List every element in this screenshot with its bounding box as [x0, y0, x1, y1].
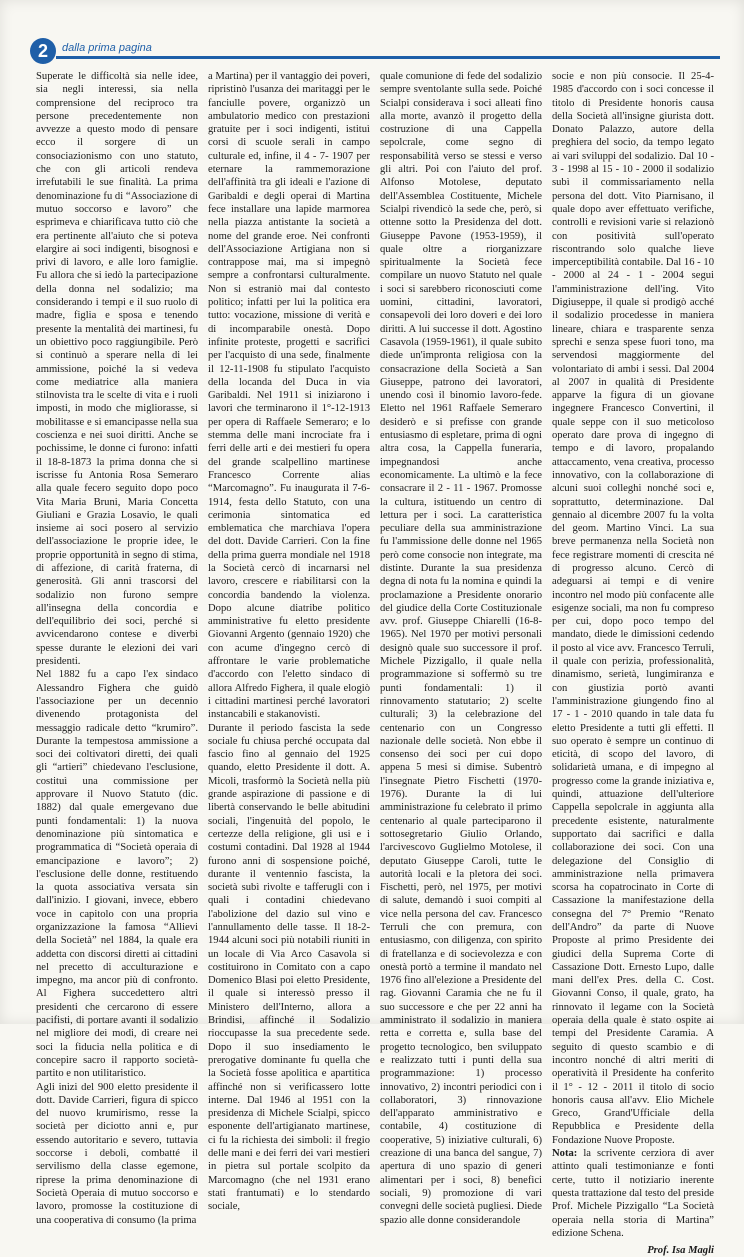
- header-rule: [56, 56, 720, 59]
- paragraph: a Martina) per il vantaggio dei poveri, ripristinò l'usanza dei maritaggi per le fanciulle povere, organizzò un ambulatorio medico con prestazioni gratuite per i soci indigenti, istituì corsi di scuole serali in campo culturale ed, infine, il 4 - 7- 1907 per eternare la rammemorazione dell'affinità tra gli ideali e l'azione di Garibaldi e degli operai di Martina fece installare una lapide marmorea nella piazza antistante la società a nome del grande eroe. Nei confronti dell'Associazione Artigiana non si contrappose mai, ma si impegnò sempre a confrontarsi culturalmente. Non si estraniò mai dal contesto politico; infatti per lui la politica era tutto: vocazione, missione di verità e di incomparabile onestà. Dopo infinite proteste, progetti e sacrifici per l'acquisto di una sede, finalmente il 12-11-1908 fu stipulato l'acquisto della locanda del Duca in via Garibaldi. Nel 1911 si iniziarono i lavori che terminarono il 1°-12-1913 per opera di Raffaele Semeraro; e lo stemma delle mani incrociate fra i ferri delle arti e dei mestieri fu opera del grande scalpellino martinese Francesco Corrente alias “Marcomagno”. Fu inaugurata il 7-6-1914, festa dello Statuto, con una cerimonia sintomatica ed emblematica che marchiava l'opera del dott. Davide Carrieri. Con la fine della prima guerra mondiale nel 1918 la Società cercò di incarnarsi nel lavoro, crescere e riabilitarsi con la concordia bandendo la violenza. Dopo alcune diatribe politico amministrative fu eletto presidente Giovanni Argento (gennaio 1920) che con acume d'ingegno cercò di affrontare le varie problematiche d'accordo con l'eletto sindaco di allora Alfredo Fighera, il quale elogiò i cittadini martinesi perché lavoratori instancabili e stakanovisti.: [208, 71, 370, 721]
- article-column-1: [36, 70, 198, 1226]
- page-number-badge: 2: [30, 38, 56, 64]
- section-label: dalla prima pagina: [62, 42, 152, 54]
- article-body: [36, 70, 716, 1257]
- paragraph: socie e non più consocie. Il 25-4-1985 d'accordo con i soci concesse il titolo di Presidente honoris causa della Società all'insigne giurista dott. Donato Palazzo, autore della preghiera del socio, da tempo legato ai vari sviluppi del sodalizio. Dal 10 - 3 - 1998 al 15 - 10 - 2000 il sodalizio subì il commissariamento nella persona del dott. Vito Piarnisano, il quale dopo aver effettuato verifiche, controlli e revisioni varie si relazionò con positività sull'operato riscontrando solo qualche lieve imperceptibilità contabile. Dal 16 - 10 - 2000 al 24 - 1 - 2004 segui l'amministrazione dell'ing. Vito Digiuseppe, il quale si prodigò acché il sodalizio procedesse in maniera lineare, chiara e trasparente senza sprechi e senza spese fuori tono, ma servendosi maggiormente del volontariato di ambi i sessi. Dal 2004 al 2007 in qualità di Presidente apparve la figura di un giovane ingegnere Francesco Convertini, il quale seppe con il suo meticoloso operato dare prova di ingegno di tempo e di lavoro, propalando attaccamento, vena creativa, processo innovativo, con la collaborazione di alcuni suoi colleghi nonché soci e, soprattutto, determinazione. Dal gennaio al dicembre 2007 fu la volta del geom. Martino Vinci. La sua breve permanenza nella Società non fece registrare momenti di crescita né di progresso alcuno. Cercò di adeguarsi ai tempi e di venire incontro nel modo più confacente alle esigenze sociali, ma non fu compreso per cui, dopo poco tempo del mandato, diede le dimissioni cedendo il posto al vice avv. Francesco Terruli, il quale con perizia, professionalità, dinamismo, serietà, lungimiranza e con giustizia portò avanti l'amministrazione giungendo fino al 17 - 1 - 2010 quando in tale data fu eletto Presidente a tutti gli effetti. Il suo operato è sempre un continuo di eticità, di scopo del lavoro, di solidarietà umana, e di impegno al progresso come la grande iniziativa e, quindi, attuazione dell'ulteriore Cappella sepolcrale in aggiunta alla precedente esistente, naturalmente supportato dai sacrifici e dalla collaborazione dei soci. Con una delegazione del Consiglio di amministrazione nella primavera scorsa ha copatrocinato in Corte di Cassazione la manifestazione della consegna del 7° Premio “Renato dell'Andro” da parte di Nuove Proposte al primo Presidente dei giudici della Suprema Corte di Cassazione Dott. Ernesto Lupo, dalle mani dell'ex Pres. della C. Cost. Giovanni Conso, il quale, grato, ha rinnovato il legame con la Società operaia della quale è stato ospite ai tempi del Presidente Caramia. A seguito di questo scambio e di incontro nonché di altri meriti di operatività il Presidente ha conferito il 1° - 12 - 2011 il titolo di socio honoris causa all'avv. Elio Michele Greco, Grand'Ufficiale della Repubblica e Presidente della Fondazione Nuove Proposte.: [552, 71, 714, 1146]
- author-signature: Prof. Isa Magli: [647, 1245, 714, 1257]
- paragraph: Agli inizi del 900 eletto presidente il dott. Davide Carrieri, figura di spicco del nuovo krumirismo, resse la società per diciotto anni e, pur essendo autoritario e severo, tuttavia soccorse i deboli, combatté il servilismo della classe egemone, riprese la prima denominazione di Società Operaia di mutuo soccorso e lavoro, promosse la costituzione di una cooperativa di consumo (la prima: [36, 1081, 198, 1226]
- paragraph: Nel 1882 fu a capo l'ex sindaco Alessandro Fighera che guidò l'associazione per un decennio divenendo protagonista del messaggio radicale detto “krumiro”. Durante la tempestosa ammissione a soci dei coltivatori diretti, dei quali gli “artieri” chiedevano l'esclusione, costituì una commissione per approvare il Nuovo Statuto (dic. 1882) dal quale emergevano due punti fondamentali: 1) la nuova denominazione più sintomatica e programmatica di “Società operaia di emancipazione e lavoro”; 2) l'esclusione delle donne, restituendo la quota associativa versata sin dall'inizio. I giovani, invece, ebbero voce in capitolo con una propria organizzazione la famosa “Allievi della Società” nel 1884, la quale era addetta con discorsi diretti ai cittadini nel precetto di acculturazione e impegno, ma ancor più di confronto. Al Fighera succedettero altri presidenti che cercarono di essere pacifisti, di portare avanti il sodalizio nel migliore dei modi, di creare nei soci la fiducia nella politica e di concepire sacro il rapporto società-partito e non utilitaristico.: [36, 669, 198, 1080]
- note: [552, 1147, 714, 1240]
- note-label: Nota:: [552, 1148, 578, 1160]
- paragraph: quale comunione di fede del sodalizio sempre sventolante sulla sede. Poiché Scialpi considerava i soci alleati fino alla morte, avanzò il progetto della costruzione di una Cappella sepolcrale, come segno di responsabilità verso se stessi e verso gli altri. Poi con l'aiuto del prof. Alfonso Motolese, deputato dell'Assemblea Costituente, Michele Scialpi rivendicò la sede che, però, si ottenne sotto la Presidenza del dott. Giuseppe Pavone (1953-1959), il quale oltre a riorganizzare spiritualmente la Società fece compilare un nuovo Statuto nel quale i soci si sarebbero riconosciuti come uomini, cittadini, lavoratori, consapevoli dei loro doveri e dei loro diritti. A lui successe il dott. Agostino Casavola (1959-1961), il quale subito diede un'impronta religiosa con la consacrazione della Società a San Giuseppe, patrono dei lavoratori, unendo così il binomio lavoro-fede. Eletto nel 1961 Raffaele Semeraro desiderò e si prefisse con grande entusiasmo di espletare, prima di ogni altra cosa, la Cappella funeraria, impegnandosi anche economicamente. La ultimò e la fece consacrare il 2 - 11 - 1967. Promosse la cultura, istituendo un centro di lettura per i soci. La caratteristica peculiare della sua amministrazione fu l'ammissione delle donne nel 1965 però come consocie non integrate, ma distinte. Durante la sua presidenza degna di nota fu la nomina e quindi la proclamazione a Presidente onorario del giudice della Corte Costituzionale avv. prof. Giuseppe Chiarelli (16-8-1965). Nel 1970 per motivi personali designò quale suo successore il prof. Michele Pizzigallo, il quale nella programmazione si soffermò su tre punti fondamentali: 1) il rinnovamento statutario; 2) scelte culturali; 3) la celebrazione del centenario con un Congresso nazionale delle società. Non ebbe il consenso dei soci per cui dopo appena 5 mesi si dimise. Subentrò l'insegnate Pietro Fischetti (1970-1976). Durante la di lui amministrazione fu celebrato il primo centenario al quale parteciparono il sottosegretario Giulio Orlando, l'arcivescovo Guglielmo Motolese, il deputato Giuseppe Caroli, tutte le autorità locali e la pletora dei soci. Fischetti, però, nel 1975, per motivi di salute, demandò i suoi compiti al vice nella persona del cav. Francesco Terruli che con premura, con entusiasmo, con diligenza, con spirito di fratellanza e di socievolezza e con onestà portò a termine il mandato nel 1976 fino all'elezione a Presidente del rag. Giovanni Caramia che ne fu il suo successore e che per 22 anni ha amministrato il sodalizio in maniera retta e corretta e, sulla base del progetto tecnologico, ben sviluppato e realizzato tutti i punti della sua programmazione: 1) processo innovativo, 2) incontri periodici con i collaboratori, 3) rinnovazione dell'apparato amministrativo e contabile, 4) costituzione di cooperative, 5) iniziative culturali, 6) creazione di una banca del sangue, 7) apertura di uno spazio di generi alimentari per i soci, 8) benefici sociali, 9) promozione di vari convegni delle società pugliesi. Diede spazio alle donne considerandole: [380, 71, 542, 1226]
- paragraph: Durante il periodo fascista la sede sociale fu chiusa perché occupata dal fascio fino al gennaio del 1925 quando, eletto Presidente il dott. A. Micoli, trasformò la Società nella più grande aspirazione di passione e di libertà conservando le belle abitudini sociali, l'ingenuità del popolo, le certezze della religione, gli usi e i costumi contadini. Dal 1928 al 1944 furono anni di sospensione poiché, durante il ventennio fascista, la società subì rivolte e tafferugli con i quali i contadini chiedevano l'abolizione del dazio sul vino e l'annullamento delle tasse. Il 18-2-1944 alcuni soci più notabili riuniti in un locale di Via Arco Casavola si costituirono in Comitato con a capo Domenico Blasi poi eletto Presidente, il quale si interessò presso il Ministero dell'Interno, allora a Brindisi, affinché il Sodalizio rioccupasse la sua precedente sede. Dopo il suo insediamento le prerogative dominante fu quella che la Società fosse apolitica e apartitica affinché non si verificassero lotte interne. Dal 1946 al 1951 con la presidenza di Michele Scialpi, spicco esponente dell'artigianato martinese, ci fu la richiesta dei simboli: il fregio delle mani e dei ferri dei vari mestieri in pietra sul portale scolpito da Marcomagno (che nel 1931 erano stati frantumati) e lo stendardo sociale,: [208, 722, 370, 1213]
- page-header: [30, 38, 720, 64]
- paragraph: Superate le difficoltà sia nelle idee, sia negli interessi, sia nella comprensione del reciproco tra persone precedentemente non avvezze a questo modo di pensare ecco il sorgere di un consociazionismo con uno statuto, che con gli articoli rendeva irrefutabili le sue finalità. La prima denominazione fu di “Associazione di mutuo soccorso e lavoro” che esprimeva e chiarificava tutto ciò che era pertinente all'aiuto che si poteva elargire ai soci indigenti, bisognosi e privi di lavoro, e alle loro famiglie. Fu allora che si iedò la partecipazione della donna nel sodalizio; ma considerando i tempi e il suo ruolo di madre, figlia e sposa e tenendo presente la mentalità dei martinesi, fu un obiettivo poco raggiungibile. Però si continuò a sperare nella di lei ammissione, poiché la si vedeva come mediatrice alla maniera stilnovista tra le scelte di vita e i ruoli imposti, in modo che migliorasse, si mobilitasse e si emancipasse nella sua coscienza e nei suoi diritti. Anche se pochissime, le donne ci furono: infatti il 18-8-1873 la prima donna che si iscrisse fu Antonia Rosa Semeraro alla quale fecero seguito dopo poco Vita Maria Bruni, Maria Concetta Giuliani e Grazia Losavio, le quali insieme ai soci posero al servizio dell'associazione le proprie idee, le proprie opportunità in segno di stima, di affezione, di carità fraterna, di generosità. Gli anni trascorsi del sodalizio non furono sempre all'insegna della concordia e dell'equilibrio dei soci, perché si avvicendarono contese e diverbi spesse durante le elezioni dei vari presidenti.: [36, 71, 198, 668]
- article-column-4: [552, 70, 714, 1257]
- article-column-2: [208, 70, 370, 1213]
- note-text: la scrivente cerziora di aver attinto quali testimonianze e fonti certe, tutto il notiziario inerente questa trattazione dal testo del preside Prof. Michele Pizzigallo “La Società operaia nella storia di Martina” edizione Schena.: [552, 1148, 714, 1239]
- article-column-3: [380, 70, 542, 1226]
